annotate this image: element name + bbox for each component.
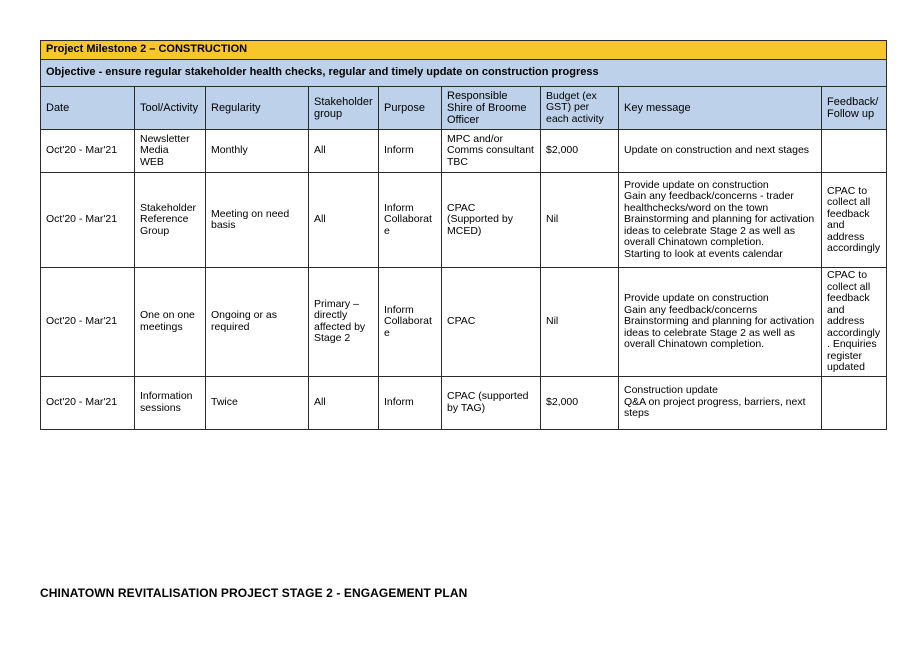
table-row — [41, 268, 887, 377]
header-key-message: Key message — [619, 87, 822, 130]
cell-regularity: Meeting on need basis — [206, 173, 309, 268]
cell-stakeholder: Primary – directly affected by Stage 2 — [309, 268, 379, 377]
cell-budget: $2,000 — [541, 130, 619, 173]
cell-regularity: Monthly — [206, 130, 309, 173]
cell-tool: Information sessions — [135, 376, 206, 429]
header-stakeholder: Stakeholder group — [309, 87, 379, 130]
table-row — [41, 173, 887, 268]
objective-row — [41, 60, 887, 87]
cell-date: Oct'20 - Mar'21 — [41, 268, 135, 377]
cell-officer: CPAC (Supported by MCED) — [442, 173, 541, 268]
cell-feedback: CPAC to collect all feedback and address accordingly. Enquiries register updated — [822, 268, 887, 377]
cell-feedback — [822, 376, 887, 429]
header-regularity: Regularity — [206, 87, 309, 130]
cell-purpose: Inform Collaborate — [379, 268, 442, 377]
table-row — [41, 130, 887, 173]
header-date: Date — [41, 87, 135, 130]
header-purpose: Purpose — [379, 87, 442, 130]
cell-date: Oct'20 - Mar'21 — [41, 173, 135, 268]
table-header-row — [41, 87, 887, 130]
cell-budget: Nil — [541, 268, 619, 377]
header-officer: Responsible Shire of Broome Officer — [442, 87, 541, 130]
cell-feedback: CPAC to collect all feedback and address accordingly — [822, 173, 887, 268]
cell-key-message: Update on construction and next stages — [619, 130, 822, 173]
cell-date: Oct'20 - Mar'21 — [41, 130, 135, 173]
cell-officer: CPAC (supported by TAG) — [442, 376, 541, 429]
cell-stakeholder: All — [309, 173, 379, 268]
cell-budget: $2,000 — [541, 376, 619, 429]
objective-text: Objective - ensure regular stakeholder health checks, regular and timely update on construction progress — [41, 60, 887, 87]
cell-regularity: Ongoing or as required — [206, 268, 309, 377]
cell-officer: MPC and/or Comms consultant TBC — [442, 130, 541, 173]
document-footer-title: CHINATOWN REVITALISATION PROJECT STAGE 2 - ENGAGEMENT PLAN — [40, 586, 468, 600]
cell-tool: One on one meetings — [135, 268, 206, 377]
cell-key-message: Provide update on construction Gain any feedback/concerns - trader healthchecks/word on the town Brainstorming and planning for activation ideas to celebrate Stage 2 as well as overall Chinatown completion. Starting to look at events calendar — [619, 173, 822, 268]
cell-tool: Newsletter Media WEB — [135, 130, 206, 173]
cell-stakeholder: All — [309, 130, 379, 173]
header-tool: Tool/Activity — [135, 87, 206, 130]
header-feedback: Feedback/ Follow up — [822, 87, 887, 130]
cell-regularity: Twice — [206, 376, 309, 429]
cell-date: Oct'20 - Mar'21 — [41, 376, 135, 429]
cell-stakeholder: All — [309, 376, 379, 429]
table-row — [41, 376, 887, 429]
cell-budget: Nil — [541, 173, 619, 268]
cell-officer: CPAC — [442, 268, 541, 377]
milestone-title: Project Milestone 2 – CONSTRUCTION — [41, 41, 887, 60]
header-budget: Budget (ex GST) per each activity — [541, 87, 619, 130]
cell-feedback — [822, 130, 887, 173]
engagement-plan-table — [40, 40, 887, 430]
milestone-row — [41, 41, 887, 60]
cell-tool: Stakeholder Reference Group — [135, 173, 206, 268]
cell-purpose: Inform — [379, 130, 442, 173]
cell-purpose: Inform Collaborate — [379, 173, 442, 268]
cell-key-message: Provide update on construction Gain any feedback/concerns Brainstorming and planning for activation ideas to celebrate Stage 2 as well as overall Chinatown completion. — [619, 268, 822, 377]
cell-key-message: Construction update Q&A on project progress, barriers, next steps — [619, 376, 822, 429]
cell-purpose: Inform — [379, 376, 442, 429]
